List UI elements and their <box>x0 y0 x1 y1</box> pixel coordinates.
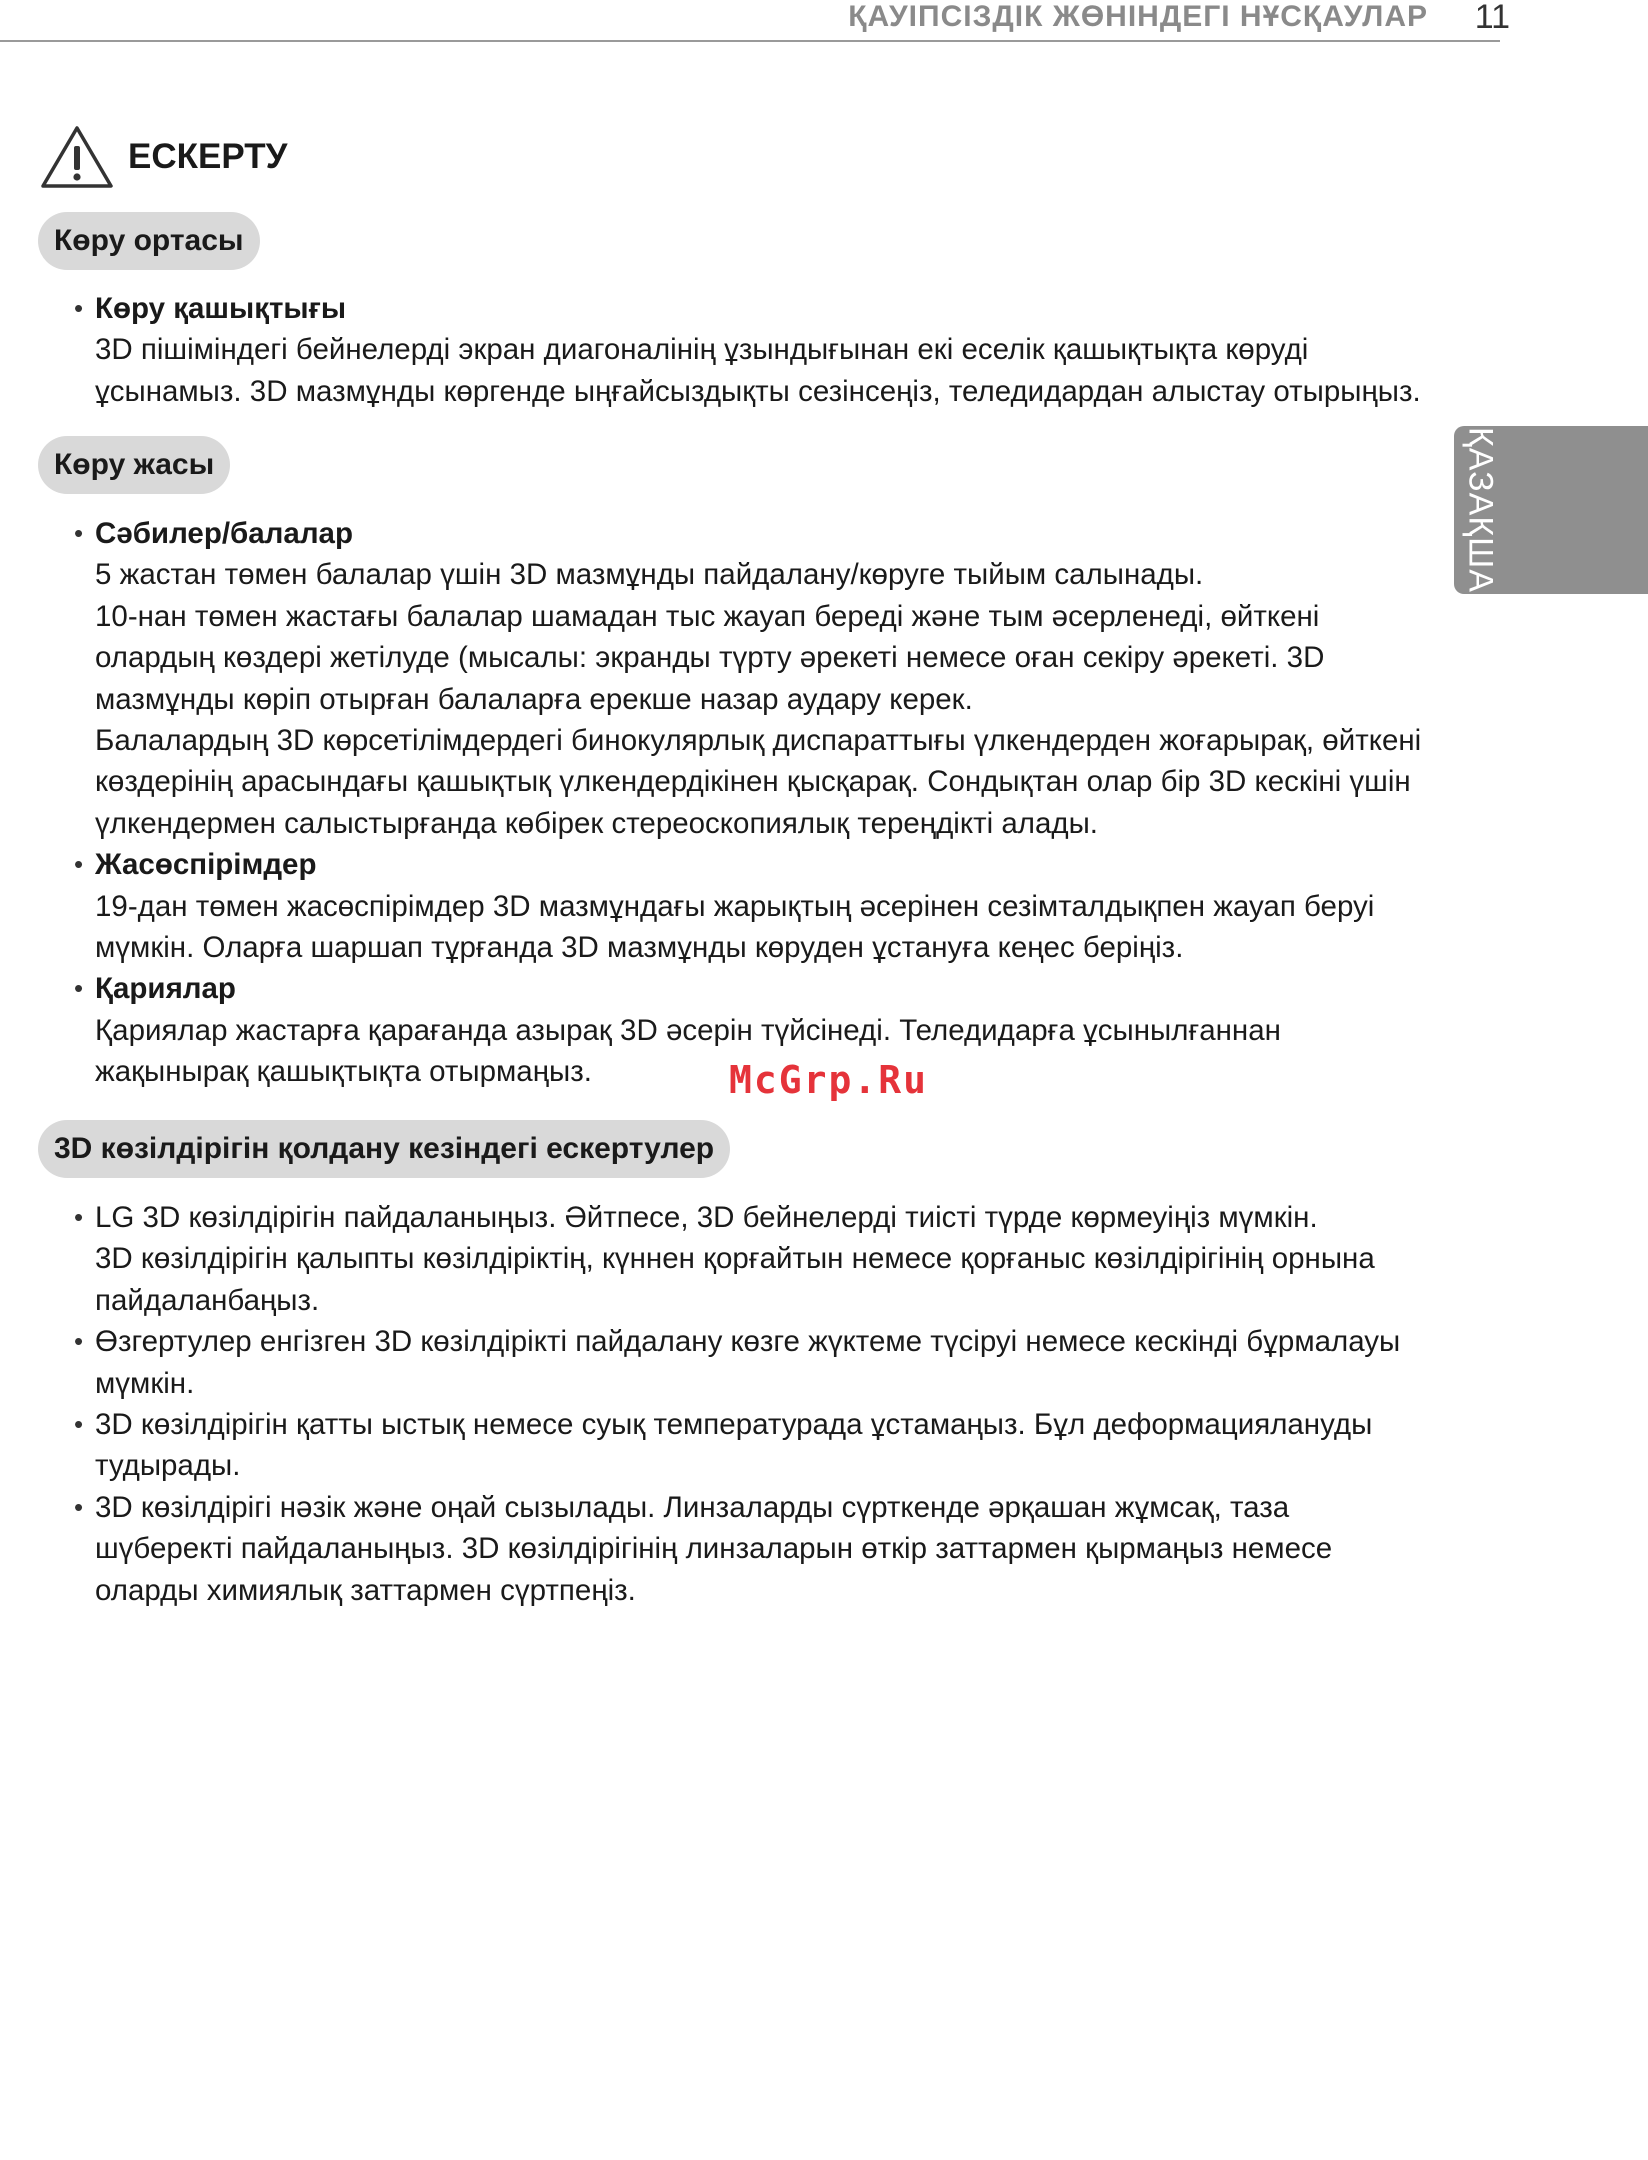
item-title: • Көру қашықтығы <box>95 292 347 325</box>
list-item <box>70 1321 1500 1404</box>
item-text: 5 жастан төмен балалар үшін 3D мазмұнды пайдалану/көруге тыйым салынады. 10-нан төмен жастағы балалар шамадан тыс жауап береді және тым әсерленеді, өйткені олардың көздері жетілуде (мысалы: экранды түрту әрекеті немесе оған секіру әрекеті. 3D мазмұнды көріп отырған балаларға ерекше назар аудару керек. Балалардың 3D көрсетілімдердегі бинокулярлық диспараттығы үлкендерден жоғарырақ, өйткені көздерінің арасындағы қашықтық үлкендердікінен қысқарақ. Сондықтан олар бір 3D кескіні үшін үлкендермен салыстырғанда көбірек стереоскопиялық тереңдікті алады. <box>95 558 1422 840</box>
list-item <box>70 844 1500 968</box>
item-text: 19-дан төмен жасөспірімдер 3D мазмұндағы жарықтың әсерінен сезімталдықпен жауап беруі мүмкін. Оларға шаршап тұрғанда 3D мазмұнды көруден ұстануға кеңес беріңіз. <box>95 889 1375 965</box>
language-tab-label: ҚАЗАҚША <box>1461 427 1500 593</box>
item-text: 3D пішіміндегі бейнелерді экран диагоналінің ұзындығынан екі еселік қашықтықта көруді ұсынамыз. 3D мазмұнды көргенде ыңғайсыздықты сезінсеңіз, теледидардан алыстау отырыңыз. <box>95 333 1421 408</box>
section-viewing-environment <box>70 288 1500 412</box>
item-text: • LG 3D көзілдірігін пайдаланыңыз. Әйтпесе, 3D бейнелерді тиісті түрде көрмеуіңіз мүмкін. 3D көзілдірігін қалыпты көзілдіріктің, күннен қорғайтын немесе қорғаныс көзілдірігінің орнына пайдаланбаңыз. <box>95 1201 1375 1317</box>
item-title: • Жасөспірімдер <box>95 848 317 882</box>
item-text: • 3D көзілдірігі нәзік және оңай сызылады. Линзаларды сүрткенде әрқашан жұмсақ, таза шүберекті пайдаланыңыз. 3D көзілдірігінің линзаларын өткір заттармен қырмаңыз немесе оларды химиялық заттармен сүртпеңіз. <box>95 1490 1333 1607</box>
list-item <box>70 1197 1500 1321</box>
header-divider <box>0 40 1500 42</box>
list-item <box>70 1404 1500 1487</box>
warning-triangle-icon <box>40 124 114 190</box>
item-title: • Қариялар <box>95 972 236 1006</box>
list-item <box>70 1487 1500 1611</box>
section-3d-glasses <box>70 1197 1500 1611</box>
section-viewing-age <box>70 513 1500 1093</box>
warning-title: ЕСКЕРТУ <box>128 137 288 176</box>
watermark: McGrp.Ru <box>729 1058 929 1102</box>
item-title: • Сәбилер/балалар <box>95 517 353 550</box>
section-heading-3d-glasses: 3D көзілдірігін қолдану кезіндегі ескертулер <box>38 1120 730 1178</box>
item-text: Қариялар жастарға қарағанда азырақ 3D әсерін түйсінеді. Теледидарға ұсынылғаннан жақынырақ қашықтықта отырмаңыз. <box>95 1013 1281 1089</box>
section-heading-viewing-environment: Көру ортасы <box>38 212 260 270</box>
list-item <box>70 513 1500 844</box>
item-text: • 3D көзілдірігін қатты ыстық немесе суық температурада ұстамаңыз. Бұл деформациялануды тудырады. <box>95 1408 1373 1483</box>
page-number: 11 <box>1474 0 1510 36</box>
section-heading-viewing-age: Көру жасы <box>38 436 230 494</box>
warning-header <box>40 124 287 190</box>
page-header-title: ҚАУІПСІЗДІК ЖӨНІНДЕГІ НҰСҚАУЛАР <box>848 0 1428 33</box>
item-text: • Өзгертулер енгізген 3D көзілдірікті пайдалану көзге жүктеме түсіруі немесе кескінді бұрмалауы мүмкін. <box>95 1325 1401 1400</box>
list-item <box>70 288 1500 412</box>
